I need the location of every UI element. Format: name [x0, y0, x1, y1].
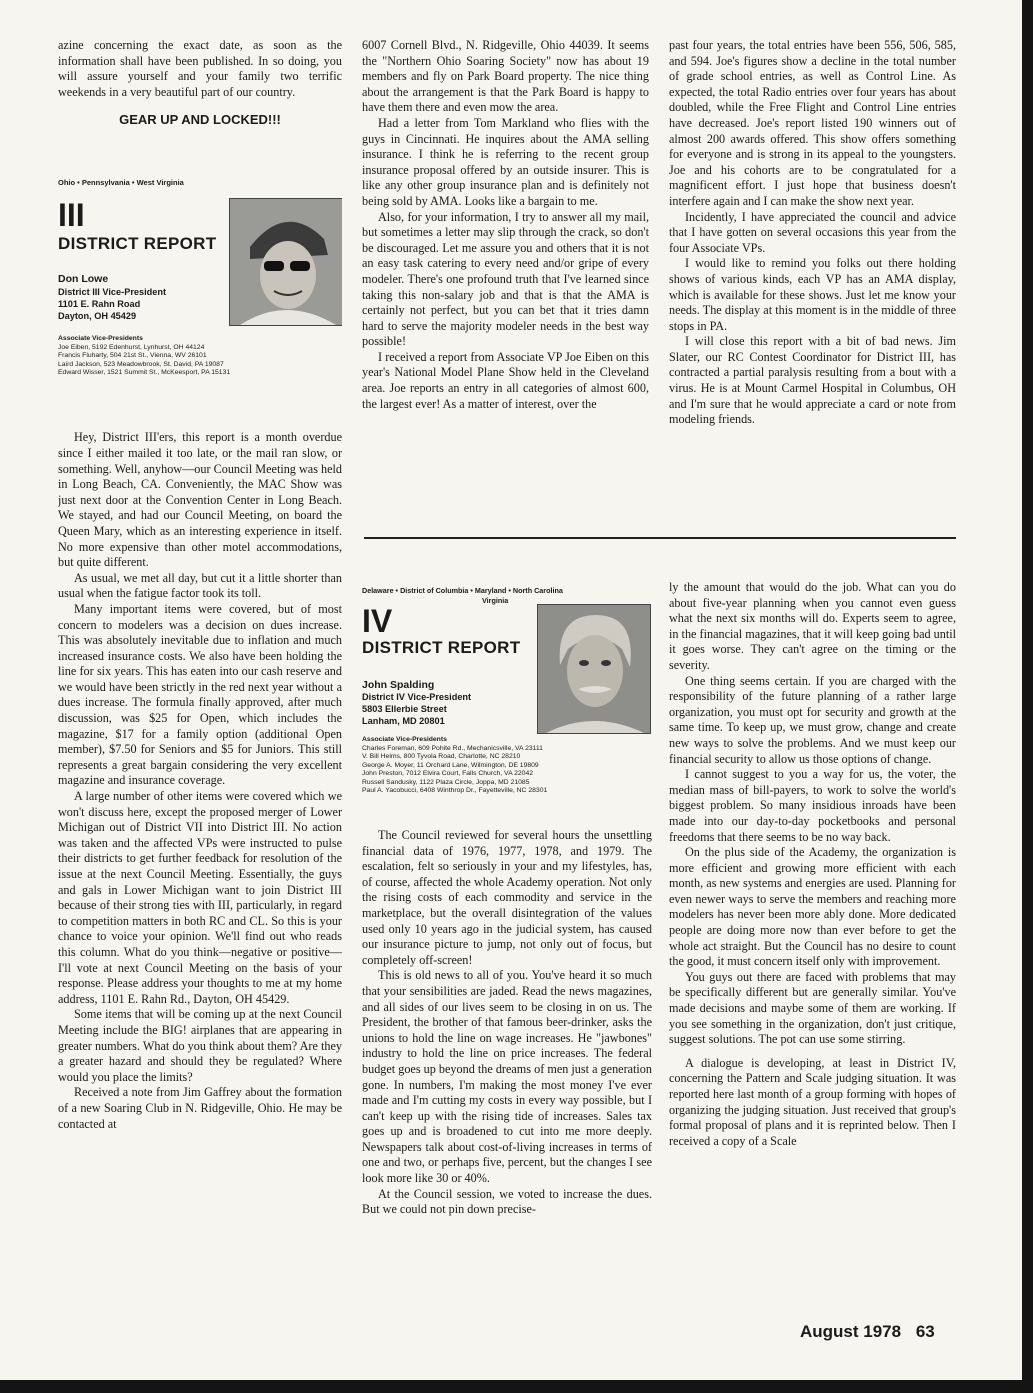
district-3-vp-street: 1101 E. Rahn Road — [58, 299, 141, 310]
body-paragraph: At the Council session, we voted to increase the dues. But we could not pin down precise- — [362, 1186, 652, 1217]
district-3-vp-photo — [229, 198, 342, 326]
body-paragraph: I cannot suggest to you a way for us, the voter, the median mass of bill-payers, to work to solve the world's biggest problem. So many insidious inroads have been made into our day-to-day pocketbooks and personal freedoms that there seems to be no way back. — [669, 767, 956, 844]
associate-entry: Edward Wisser, 1521 Summit St., McKeesport, PA 15131 — [58, 369, 231, 377]
district-4-states: Delaware • District of Columbia • Maryland • North Carolina — [362, 586, 563, 595]
body-paragraph: This is old news to all of you. You've heard it so much that your sensibilities are jaded. Read the news magazines, and all sides of our lives seem to be closing in on us. The President, the brother of that famous beer-drinker, asks the unions to hold the line on wage increases. He "jawbones" industry to hold the line on price increases. The federal budget goes up beyond the dreams of men just a generation gone. In numbers, I'm making the most money I've ever made and I'm cutting my costs in every way possible, but I can't keep up with the rising tide of increases. Sales tax goes up and is broadened to cut into me more deeply. Newspapers talk about cost-of-living increases in terms of one and two, or perhaps five, percent, but the changes I see look more like 30 or 40%. — [362, 968, 652, 1186]
column-1 — [58, 38, 342, 1328]
associate-entry: John Preston, 7012 Elvira Court, Falls Church, VA 22042 — [362, 770, 534, 777]
associate-entry: Charles Foreman, 609 Pohite Rd., Mechanicsville, VA 23111 — [362, 744, 543, 752]
body-paragraph: As usual, we met all day, but cut it a little shorter than usual when the fatigue factor took its toll. — [58, 570, 342, 601]
body-paragraph: 6007 Cornell Blvd., N. Ridgeville, Ohio 44039. It seems the "Northern Ohio Soaring Society" now has about 19 members and fly on Park Board property. The nice thing about the arrangement is that the Park Board is happy to have them there and even mow the area. — [362, 38, 649, 115]
district-4-vp-city: Lanham, MD 20801 — [362, 716, 445, 726]
district-4-vp-title: District IV Vice-President — [362, 692, 472, 702]
associate-entry: George A. Moyer, 11 Orchard Lane, Wilmington, DE 19809 — [362, 761, 539, 769]
body-paragraph: Also, for your information, I try to answer all my mail, but sometimes a letter may slip through the crack, so don't be discouraged. Let me assure you and others that it is not an easy task catering to every need and/or gripe of every modeler. There's one profound truth that I've learned since taking this non-salary job and that is that the AMA is certainly not perfect, but you can bet that it tries damn hard to serve the majority modeler needs in the best way possible! — [362, 209, 649, 349]
district-3-states: Ohio • Pennsylvania • West Virginia — [58, 178, 184, 188]
column-2-bottom — [362, 828, 652, 1318]
body-paragraph: Many important items were covered, but of most concern to modelers was a decision on dues increase. This was absolutely inevitable due to inflation and much increased insurance costs. We also have been holding the line for six years. This has eaten into our cash reserve and we would have been strictly in the red next year without a dues increase. The formula finally approved, after much discussion, was $25 for Open, which includes the magazine, $17 for a family option (additional Open member), $7.50 for Seniors and $5 for Juniors. This still represents a great bargain considering the very excellent magazine and insurance coverage. — [58, 601, 342, 788]
district-3-vp-name: Don Lowe — [58, 273, 109, 286]
associate-entry: Francis Fluharty, 504 21st St., Vienna, WV 26101 — [58, 352, 207, 360]
associates-heading: Associate Vice-Presidents — [58, 335, 143, 343]
district-4-vp-name: John Spalding — [362, 679, 435, 691]
issue-date: August 1978 — [800, 1322, 902, 1341]
column-3-top — [669, 38, 956, 516]
district-3-header — [58, 178, 342, 430]
associate-entry: Joe Eiben, 5192 Edenhurst, Lynhurst, OH 44124 — [58, 343, 205, 351]
associate-entry: Laird Jackson, 523 Meadowbrook, St. David, PA 19087 — [58, 360, 224, 368]
body-paragraph: I will close this report with a bit of bad news. Jim Slater, our RC Contest Coordinator for District III, has contracted a partial paralysis resulting from a bout with a virus. He is at Mount Carmel Hospital in Columbus, OH and I'm sure that he would appreciate a card or note from modeling friends. — [669, 334, 956, 427]
body-paragraph: past four years, the total entries have been 556, 506, 585, and 594. Joe's figures show a decline in the total number of grade school entries, as well as Control Line. As expected, the total Radio entries over four years has about doubled, while the Free Flight and Control Line entries have decreased. Joe's report listed 190 winners out of almost 200 awards offered. This show offers something for everyone and is strong in its appeal to the youngsters. Joe and his cohorts are to be congratulated for a magnificent effort. I just hope that business doesn't interfere again and I can make the show next year. — [669, 38, 956, 208]
section-divider — [364, 537, 956, 539]
body-paragraph: I received a report from Associate VP Joe Eiben on this year's National Model Plane Show held in the Cleveland area. Joe reports an entry in all categories of almost 600, the largest ever! As a matter of interest, over the — [362, 349, 649, 411]
scan-edge-bottom — [0, 1380, 1033, 1393]
district-4-vp-photo — [537, 604, 651, 734]
body-paragraph: Had a letter from Tom Markland who flies with the guys in Cincinnati. He inquires about the AMA selling insurance. I think he is referring to the recent group insurance proposal offered by an outside insurer. This is like any other group insurance plan and is definitely not being sold by AMA. Looks like a bargain to me. — [362, 115, 649, 208]
body-paragraph: Hey, District III'ers, this report is a month overdue since I either mailed it too late, or the mail ran slow, or something. Well, anyhow—our Council Meeting was held in Long Beach, CA. Conveniently, the MAC Show was just next door at the Convention Center in Long Beach. We stayed, and had our Council Meeting, on board the Queen Mary, which as an interesting experience in itself. No more expensive than other motel accommodations, but quite different. — [58, 430, 342, 570]
intro-paragraph: azine concerning the exact date, as soon as the information shall have been published. In so doing, you will assure yourself and your family two terrific weekends in a very beautiful part of our country. — [58, 38, 342, 99]
associates-heading: Associate Vice-Presidents — [362, 736, 447, 743]
body-paragraph: One thing seems certain. If you are charged with the responsibility of the future planning of a rather large organization, you must opt for security and growth at the same time. To keep up, we must grow, change and create new ways to solve the problems. And we must keep our financial security to allow us those options of change. — [669, 673, 956, 766]
column-2-top — [362, 38, 649, 516]
sign-off: GEAR UP AND LOCKED!!! — [119, 112, 281, 128]
district-4-header — [362, 586, 652, 824]
page-number: 63 — [915, 1322, 935, 1341]
district-3-title: DISTRICT REPORT — [58, 234, 217, 254]
page-footer — [800, 1322, 935, 1342]
body-paragraph: A large number of other items were covered which we won't discuss here, except the proposed merger of Lower Michigan out of District VII into District III. No action was taken and the affected VPs were instructed to pulse their districts to get further feedback for resolution of the issue at the next Council Meeting. Essentially, the guys and gals in Lower Michigan want to join District III because of their strong ties with III, particularly, in regard to competition matters in both RC and CL. So this is your chance to voice your opinion. We'll find out who reads this column. What do you think—negative or positive—I'll vote at next Council Meeting on the basis of your response. Please address your thoughts to me at my home address, 1101 E. Rahn Rd., Dayton, OH 45429. — [58, 789, 342, 1006]
district-4-associates — [362, 736, 652, 796]
body-paragraph: I would like to remind you folks out there holding shows of various kinds, each VP has an AMA display, which is available for these shows. Just let me know your needs. The display at this moment is in the middle of three stops in PA. — [669, 256, 956, 333]
body-paragraph: A dialogue is developing, at least in District IV, concerning the Pattern and Scale judging situation. It was reported here last month of a group forming with hopes of organizing the judging situation. Just received that group's formal proposal of plans and it is reprinted below. Then I received a copy of a Scale — [669, 1055, 956, 1148]
body-paragraph: Incidently, I have appreciated the council and advice that I have gotten on several occasions this year from the four Associate VPs. — [669, 209, 956, 255]
district-3-numeral: III — [58, 197, 85, 234]
body-paragraph: The Council reviewed for several hours the unsettling financial data of 1976, 1977, 1978, and 1979. The escalation, felt so seriously in your and my lifestyles, has, of course, affected the whole Academy operation. Not only the rising costs of each commodity and service in the marketplace, but the overall disintegration of the values used only 10 years ago in the judicial system, has caused our insurance picture to jump, not only out of focus, but completely off-screen! — [362, 828, 652, 967]
scan-edge-right — [1022, 0, 1033, 1393]
portrait-image — [230, 199, 342, 325]
district-3-vp-city: Dayton, OH 45429 — [58, 311, 137, 322]
body-paragraph: On the plus side of the Academy, the organization is more efficient and growing more efficient with each month, as new systems and energies are used. Planning for even newer ways to serve the members and reaching more modelers has never been more ably done. More dedicated people are doing more now than ever before to get the whole act straight. But the Council has no desire to count the good, it must concern itself only with improvement. — [669, 845, 956, 969]
district-4-states-2: Virginia — [482, 596, 509, 605]
district-4-title: DISTRICT REPORT — [362, 638, 521, 657]
body-paragraph: Some items that will be coming up at the next Council Meeting include the BIG! airplanes that are appearing in greater numbers. What do you think about them? Are they a greater hazard and should they be regulated? Where would you place the limits? — [58, 1007, 342, 1084]
associate-entry: Russell Sandusky, 1122 Plaza Circle, Joppa, MD 21085 — [362, 778, 530, 786]
portrait-image — [538, 605, 650, 733]
associate-entry: Paul A. Yacobucci, 6408 Winthrop Dr., Fayetteville, NC 28301 — [362, 787, 548, 794]
district-3-vp-title: District III Vice-President — [58, 287, 167, 298]
associate-entry: V. Bill Helms, 800 Tyvola Road, Charlotte, NC 28210 — [362, 753, 521, 760]
district-3-associates — [58, 335, 342, 378]
column-3-bottom — [669, 580, 956, 1316]
district-4-vp-street: 5803 Ellerbie Street — [362, 704, 447, 714]
district-4-numeral: IV — [362, 603, 393, 639]
body-paragraph: Received a note from Jim Gaffrey about the formation of a new Soaring Club in N. Ridgeville, Ohio. He may be contacted at — [58, 1085, 342, 1131]
body-paragraph: ly the amount that would do the job. What can you do about five-year planning when you cannot even guess what the next six months will do. Experts seem to agree, in the financial magazines, that it will keep going bad until it goes worse. They can't agree on the timing or the severity. — [669, 580, 956, 672]
body-paragraph: You guys out there are faced with problems that may be specifically different but are generally similar. You've made decisions and maybe some of them are working. If you see something in the organization, don't just critique, suggest solutions. The pot can use some stirring. — [669, 969, 956, 1047]
